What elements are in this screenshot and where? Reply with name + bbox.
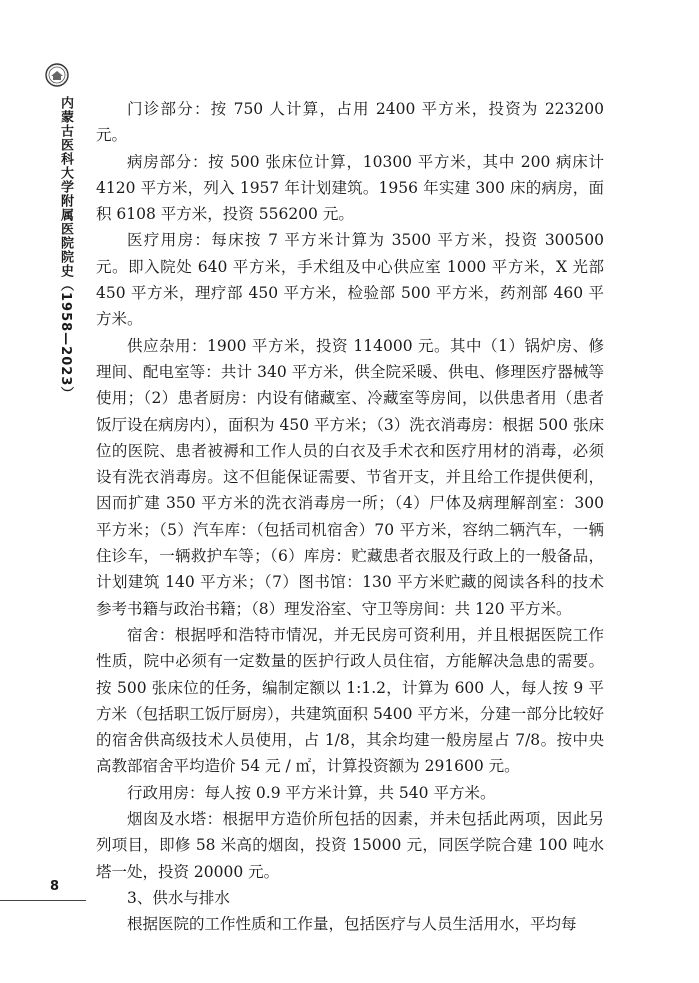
paragraph-admin-rooms: 行政用房：每人按 0.9 平方米计算，共 540 平方米。 <box>127 783 496 802</box>
paragraph-supply: 供应杂用：1900 平方米，投资 114000 元。其中（1）锅炉房、修理间、配电室等：共计 340 平方米，供全院采暖、供电、修理医疗器械等使用；（2）患者厨房：内设有储藏室、冷藏室等房间，以供患者用（患者饭厅设在病房内），面积为 450 平方米；（3）洗衣消毒房：根据 500 张床位的医院、患者被褥和工作人员的白衣及手术衣和医疗用材的消毒，必须设有洗衣消毒房。这不但能保证需要、节省开支，并且给工作提供便利，因而扩建 350 平方米的洗衣消毒房一所；（4）尸体及病理解剖室：300 平方米；（5）汽车库：（包括司机宿舍）70 平方米，容纳二辆汽车，一辆住诊车，一辆救护车等；（6）库房：贮藏患者衣服及行政上的一般备品，计划建筑 140 平方米；（7）图书馆：130 平方米贮藏的阅读各科的技术参考书籍与政治书籍；（8）理发浴室、守卫等房间：共 120 平方米。 <box>96 336 604 618</box>
paragraph-chimney-water-tower: 烟囱及水塔：根据甲方造价所包括的因素，并未包括此两项，因此另列项目，即修 58 米高的烟囱，投资 15000 元，同医学院合建 100 吨水塔一处，投资 20000 元。 <box>96 810 604 881</box>
university-seal-icon <box>45 63 69 87</box>
paragraph-water-supply: 根据医院的工作性质和工作量，包括医疗与人员生活用水，平均每 <box>127 915 577 934</box>
section-heading-water: 3、供水与排水 <box>127 888 230 907</box>
page-number: 8 <box>50 879 60 894</box>
paragraph-outpatient: 门诊部分：按 750 人计算，占用 2400 平方米，投资为 223200 元。 <box>96 100 604 145</box>
footer-divider <box>0 900 86 901</box>
paragraph-dormitory: 宿舍：根据呼和浩特市情况，并无民房可资利用，并且根据医院工作性质，院中必须有一定数量的医护行政人员住宿，方能解决急患的需要。按 500 张床位的任务，编制定额以 1:1.2，计算为 600 人，每人按 9 平方米（包括职工饭厅厨房），共建筑面积 5400 平方米，分建一部分比较好的宿舍供高级技术人员使用，占 1/8，其余均建一般房屋占 7/8。按中央高教部宿舍平均造价 54 元 / ㎡，计算投资额为 291600 元。 <box>96 625 604 776</box>
paragraph-medical-rooms: 医疗用房：每床按 7 平方米计算为 3500 平方米，投资 300500 元。即入院处 640 平方米，手术组及中心供应室 1000 平方米，X 光部 450 平方米，理疗部 450 平方米，检验部 500 平方米，药剂部 460 平方米。 <box>96 231 604 329</box>
book-title: 内蒙古医科大学附属医院院史（1958—2023） <box>58 96 73 401</box>
paragraph-wards: 病房部分：按 500 张床位计算，10300 平方米，其中 200 病床计 4120 平方米，列入 1957 年计划建筑。1956 年实建 300 床的病房，面积 6108 平方米，投资 556200 元。 <box>96 152 604 224</box>
main-text <box>96 96 604 938</box>
